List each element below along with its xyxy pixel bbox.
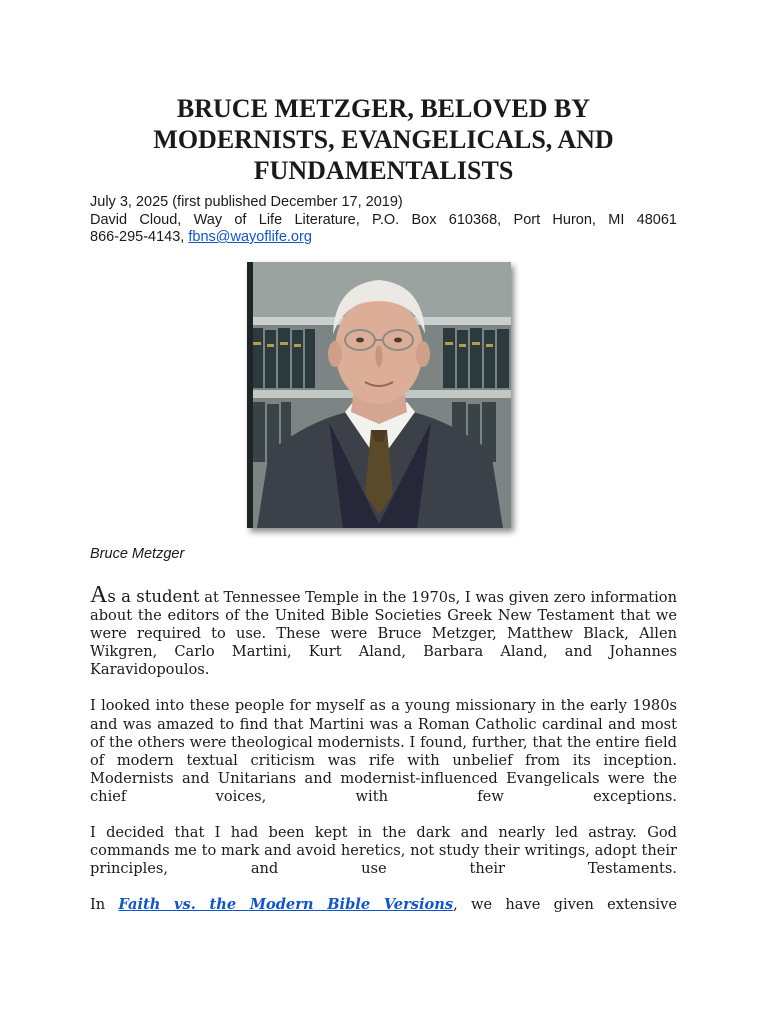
paragraph-4-pre: In [90, 896, 119, 914]
date-line: July 3, 2025 (first published December 17, 2019) [90, 194, 403, 210]
phone-number: 866-295-4143, [90, 229, 189, 245]
paragraph-4 [90, 896, 677, 914]
author-line: David Cloud, Way of Life Literature, P.O. Box 610368, Port Huron, MI 48061 [90, 211, 677, 228]
paragraph-4-post: , we have given extensive [453, 896, 677, 914]
article-body [90, 582, 677, 932]
lead-words: s a student [107, 587, 200, 606]
paragraph-1 [90, 582, 677, 679]
article-meta [90, 194, 677, 247]
email-link[interactable]: fbns@wayoflife.org [188, 229, 312, 245]
article-title: BRUCE METZGER, BELOVED BY MODERNISTS, EVANGELICALS, AND FUNDAMENTALISTS [153, 94, 614, 185]
contact-line [90, 229, 677, 247]
paragraph-1-text: at Tennessee Temple in the 1970s, I was given zero information about the editors of the United Bible Societies Greek New Testament that we were required to use. These were Bruce Metzger, Matthew Black, Allen Wikgren, Carlo Martini, Kurt Aland, Barbara Aland, and Johannes Karavidopoulos. [90, 589, 677, 679]
paragraph-3: I decided that I had been kept in the dark and nearly led astray. God commands me to mark and avoid heretics, not study their writings, adopt their principles, and use their Testaments. [90, 824, 677, 878]
photo-caption: Bruce Metzger [90, 546, 185, 562]
book-link[interactable]: Faith vs. the Modern Bible Versions [118, 896, 454, 914]
portrait-photo [247, 262, 511, 528]
paragraph-2: I looked into these people for myself as a young missionary in the early 1980s and was amazed to find that Martini was a Roman Catholic cardinal and most of the others were theological modernists. I found, further, that the entire field of modern textual criticism was rife with unbelief from its inception. Modernists and Unitarians and modernist-influenced Evangelicals were the chief voices, with few exceptions. [90, 697, 677, 805]
drop-cap: A [90, 582, 108, 608]
